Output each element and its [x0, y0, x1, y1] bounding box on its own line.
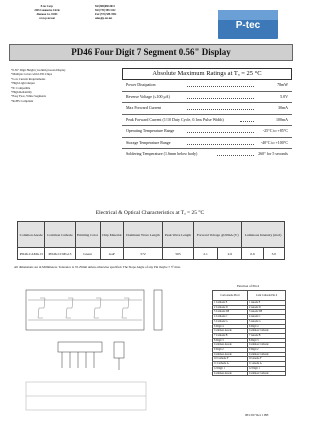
pin-cell: 12 Digit 1 [247, 366, 285, 371]
rating-row [122, 92, 292, 104]
eo-title: Electrical & Optical Characteristics at Tₐ = 25 °C [95, 210, 205, 216]
pin-cell: 3 Cathode DP [213, 310, 248, 315]
feature-item: *Low Current Requirements [11, 76, 46, 81]
rating-value: 5.0V [280, 93, 288, 99]
feature-item: *Multiple Colors with LED Chips [11, 72, 53, 77]
pin-cell: 11 Cathode A [213, 362, 248, 367]
company-line: 2465 Commerce Circle [34, 9, 60, 12]
pin-cell: 7 Cathode B [213, 333, 248, 338]
eo-cell: 572 [123, 248, 162, 260]
rating-row [122, 115, 292, 127]
pin-cell: 2 Cathode D [213, 305, 248, 310]
company-line: Alamosa Co. 81101 [36, 13, 58, 16]
feature-item: *Easy Face, White Segments [11, 94, 46, 99]
eo-cell: 3.0 [263, 248, 284, 260]
logo-text: P-tec [235, 20, 261, 31]
feature-item: *High Light Output [11, 81, 35, 86]
eo-cell: 0.6 [242, 248, 263, 260]
company-line: P-tec Corp. [40, 5, 54, 8]
eo-header: Forward Voltage @20mA (V) [193, 222, 241, 248]
pin-cell: 5 Cathode G [213, 319, 248, 324]
pin-cell: Common Cathode [247, 343, 285, 348]
pin-cell: 3 Anode DP [247, 310, 285, 315]
feature-item: *IC Compatible [11, 85, 31, 90]
pin-header: Com Cathode Pin # [247, 291, 285, 301]
pin-cell: Common Cathode [247, 352, 285, 357]
eo-cell: 565 [163, 248, 194, 260]
eo-table [17, 221, 285, 260]
pin-cell: 8 Digit 3 [247, 338, 285, 343]
rating-row [122, 126, 292, 138]
pin-header: Com Anode Pin # [213, 291, 248, 301]
package-drawing [18, 284, 188, 416]
pin-cell: 10 Cathode F [213, 357, 248, 362]
eo-cell: PD46-CAMG13 [18, 248, 45, 260]
eo-header-row [18, 222, 285, 248]
features-list [11, 68, 111, 103]
rating-label: Max Forward Current [126, 105, 162, 110]
rating-value: -40°C to +100°C [260, 139, 288, 145]
rating-value: 78mW [277, 82, 288, 87]
pin-cell: 12 Digit 1 [213, 366, 248, 371]
company-line: www.p-tec.net [39, 17, 55, 20]
eo-cell: 2.6 [218, 248, 242, 260]
feature-item: *0.56" Digit Height (14.2mm) Green Display [11, 68, 66, 72]
rating-label: Reverse Voltage (≤100 μA) [126, 93, 170, 99]
feature-item: *RoHS Compliant [11, 98, 34, 103]
rating-value: 100mA [276, 116, 288, 122]
pin-cell: Common Anode [213, 343, 248, 348]
pin-cell: 10 Anode F [247, 357, 285, 362]
pin-cell: Common Anode [213, 371, 248, 376]
ptec-logo [218, 10, 278, 39]
eo-header: Common Anode [18, 222, 45, 248]
rating-value: -25°C to +85°C [262, 128, 288, 133]
eo-cell: GaP [100, 248, 123, 260]
contact-line: Tel:(800)680-0613 [95, 5, 115, 8]
eo-cell: 2.1 [193, 248, 217, 260]
eo-header: Peak Wave Length [163, 222, 194, 248]
rating-row [122, 149, 292, 160]
ratings-table [122, 80, 292, 160]
pin-cell: Common Anode [213, 352, 248, 357]
pin-cell: Common Cathode [247, 329, 285, 334]
eo-cell: Green [75, 248, 100, 260]
pin-cell: Common Cathode [247, 371, 285, 376]
pin-cell: 1 Anode E [247, 301, 285, 306]
eo-header: Luminous Intensity (mcd) [242, 222, 285, 248]
rating-value: 30mA [278, 105, 288, 110]
pin-cell: 9 Digit 2 [213, 348, 248, 353]
eo-header: Common Cathode [45, 222, 75, 248]
contact-line: Fax:(719) 589-3592 [95, 13, 117, 16]
pin-cell: 6 Digit 4 [213, 324, 248, 329]
pin-cell: 6 Digit 4 [247, 324, 285, 329]
pin-table [212, 290, 286, 376]
rating-label: Storage Temperature Range [126, 139, 171, 145]
pin-cell: 1 Cathode E [213, 301, 248, 306]
rating-value: 260° for 5 seconds [258, 151, 288, 156]
dimension-notes: All dimensions are in Millimeters. Tolerance is ±0.25mm unless otherwise specified. The Slope Angle of any Pin maybe ± 5° max. [14, 265, 181, 269]
ratings-title: Absolute Maximum Ratings at Tₐ = 25 °C [122, 68, 292, 80]
rating-row [122, 103, 292, 115]
pin-cell: 9 Digit 2 [247, 348, 285, 353]
rating-row [122, 80, 292, 92]
page-title: PD46 Four Digit 7 Segment 0.56" Display [9, 44, 293, 61]
pin-cell: 4 Anode C [247, 315, 285, 320]
eo-header: Emitting Color [75, 222, 100, 248]
pin-cell: Common Anode [213, 329, 248, 334]
rating-label: Operating Temperature Range [126, 128, 175, 133]
pin-row [213, 371, 286, 376]
pin-cell: 2 Anode D [247, 305, 285, 310]
eo-cell: PD46-CCMG13 [45, 248, 75, 260]
pin-cell: 8 Digit 3 [213, 338, 248, 343]
pin-cell: 11 Anode A [247, 362, 285, 367]
eo-header: Dominant Wave Length [123, 222, 162, 248]
rating-label: Power Dissipation [126, 82, 156, 87]
rating-label: Soldering Temperature (1.6mm below body) [126, 151, 198, 156]
pin-cell: 5 Anode G [247, 319, 285, 324]
feature-item: *High Reliability [11, 90, 32, 95]
rating-label: Peak Forward Current (1/10 Duty Cycle, 0.1ms Pulse Width) [126, 116, 224, 122]
company-info [12, 5, 82, 21]
pin-cell: 4 Cathode C [213, 315, 248, 320]
revision-footer: 08/13/07 Rev 1 BH [245, 413, 269, 417]
pin-cell: 7 Anode B [247, 333, 285, 338]
contact-line: Tel:(719) 589-3122 [95, 9, 116, 12]
eo-header: Chip Material [100, 222, 123, 248]
pin-header-row [213, 291, 286, 301]
eo-data-row [18, 248, 285, 260]
pin-function-title: Function of Pin # [236, 284, 260, 288]
contact-info [95, 5, 165, 21]
rating-row [122, 138, 292, 150]
contact-line: sales@p-tec.net [95, 17, 113, 20]
